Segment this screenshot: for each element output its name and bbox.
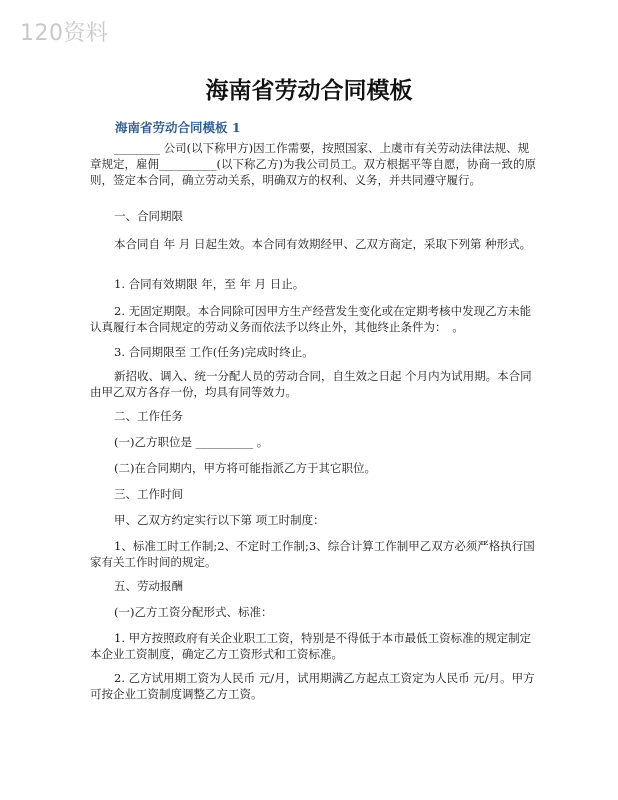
paragraph-text: 1. 合同有效期限 年，至 年 月 日止。 <box>114 277 305 291</box>
paragraph-position <box>90 434 538 450</box>
section-heading-contract-term <box>90 208 538 224</box>
section-heading-compensation <box>90 578 538 594</box>
paragraph-text: ________ 公司(以下称甲方)因工作需要，按照国家、上虞市有关劳动法律法规、规章规定，雇佣__________(以下称乙方)为我公司员工。双方根据平等自愿，协商一致的原则，签定本合同，确立劳动关系，明确双方的权利、义务，并共同遵守履行。 <box>90 141 536 187</box>
paragraph-text: 2. 乙方试用期工资为人民币 元/月，试用期满乙方起点工资定为人民币 元/月。甲方可按企业工资制度调整乙方工资。 <box>90 671 535 701</box>
section-heading-work-tasks <box>90 408 538 424</box>
watermark-logo: 120资料 <box>20 21 109 46</box>
paragraph-text: 2. 无固定期限。本合同除可因甲方生产经营发生变化或在定期考核中发现乙方未能认真履行本合同规定的劳动义务而依法予以终止外，其他终止条件为： 。 <box>90 304 532 334</box>
document-title: 海南省劳动合同模板 <box>205 77 413 104</box>
paragraph-term-1 <box>90 276 538 292</box>
paragraph-term-2 <box>90 303 538 335</box>
paragraph-probation <box>90 368 538 400</box>
paragraph-text: 1、标准工时工作制;2、不定时工作制;3、综合计算工作制甲乙双方必须严格执行国家有关工作时间的规定。 <box>90 539 535 569</box>
paragraph-wage-2 <box>90 670 538 702</box>
paragraph-text: 1. 甲方按照政府有关企业职工工资，特别是不得低于本市最低工资标准的规定制定本企业工资制度，确定乙方工资形式和工资标准。 <box>90 631 532 661</box>
section-heading: 一、合同期限 <box>114 209 183 223</box>
paragraph-text: 3. 合同期限至 工作(任务)完成时终止。 <box>114 345 314 359</box>
paragraph-wage-form <box>90 604 538 620</box>
section-heading-work-hours <box>90 486 538 502</box>
document-subtitle: 海南省劳动合同模板 1 <box>115 120 241 135</box>
paragraph-hours-options <box>90 538 538 570</box>
paragraph-text: 本合同自 年 月 日起生效。本合同有效期经甲、乙双方商定，采取下列第 种形式。 <box>114 237 532 251</box>
paragraph-text: (一)乙方职位是 __________ 。 <box>114 435 269 449</box>
paragraph-text: (二)在合同期内，甲方将可能指派乙方于其它职位。 <box>114 461 376 475</box>
paragraph-intro <box>90 140 538 188</box>
paragraph-term-3 <box>90 344 538 360</box>
paragraph-effective <box>90 236 538 252</box>
paragraph-hours-system <box>90 512 538 528</box>
paragraph-text: 新招收、调入、统一分配人员的劳动合同，自生效之日起 个月内为试用期。本合同由甲乙双方各存一份，均具有同等效力。 <box>90 369 532 399</box>
paragraph-reassign <box>90 460 538 476</box>
paragraph-text: (一)乙方工资分配形式、标准： <box>114 605 273 619</box>
section-heading: 二、工作任务 <box>114 409 183 423</box>
section-heading: 五、劳动报酬 <box>114 579 183 593</box>
paragraph-text: 甲、乙双方约定实行以下第 项工时制度： <box>114 513 325 527</box>
paragraph-wage-1 <box>90 630 538 662</box>
section-heading: 三、工作时间 <box>114 487 183 501</box>
